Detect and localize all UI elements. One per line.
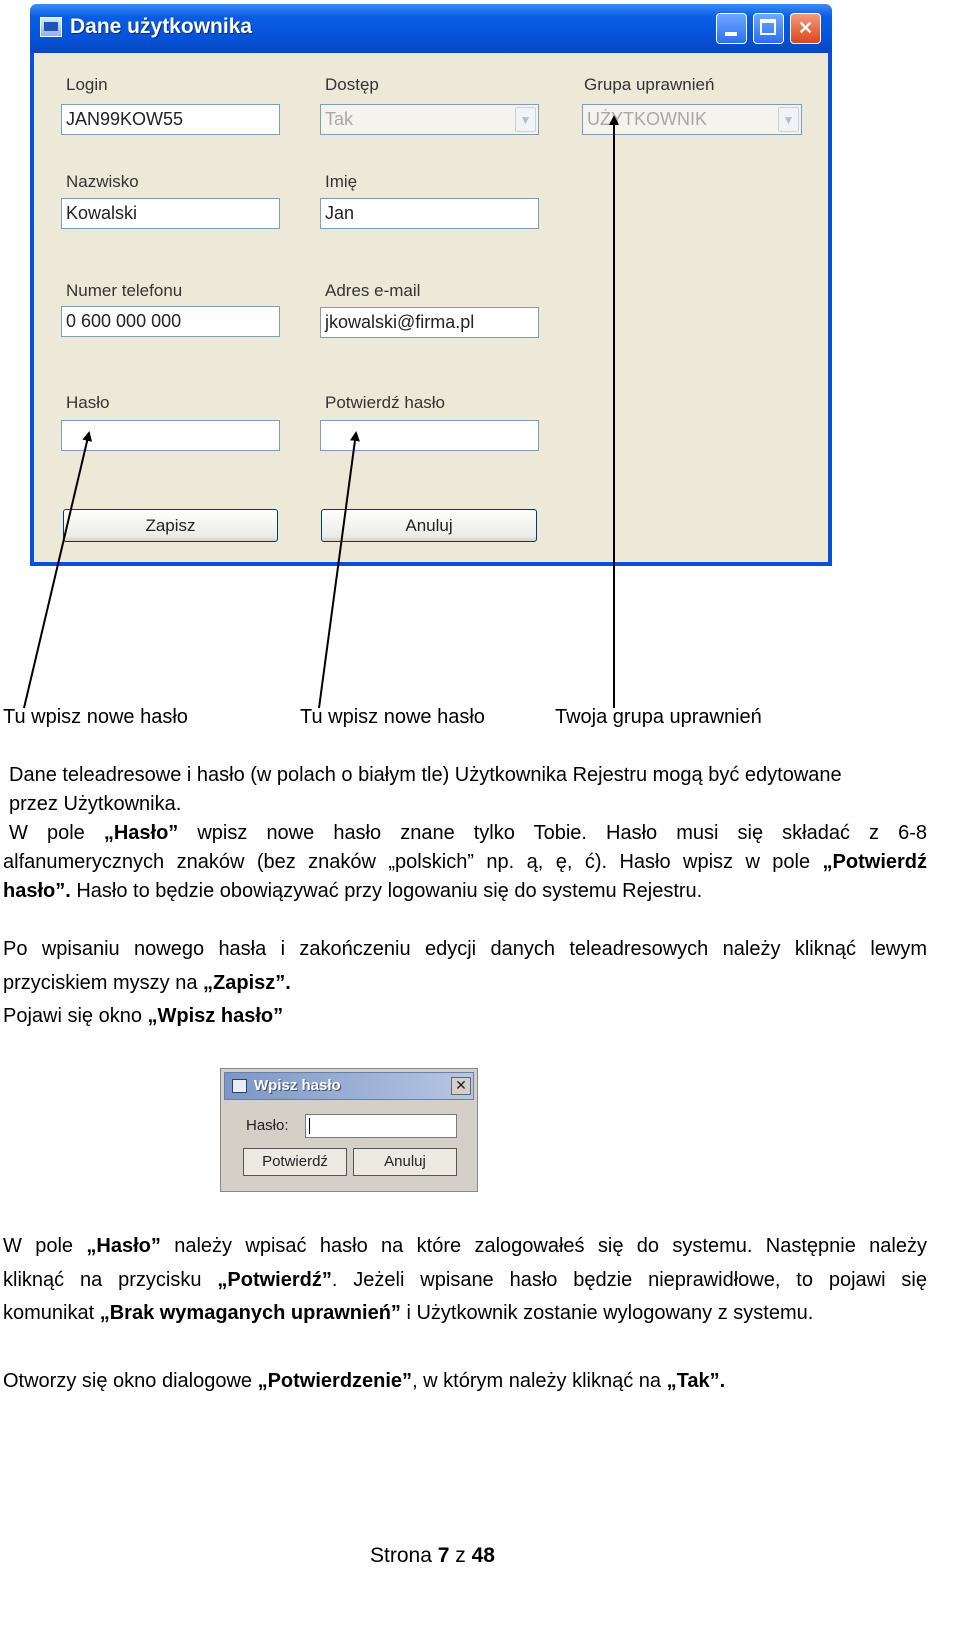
paragraph-2-line-3: hasło”. Hasło to będzie obowiązywać przy logowaniu się do systemu Rejestru. [3,880,703,902]
surname-label: Nazwisko [66,172,139,191]
paragraph-1-line-1: Dane teleadresowe i hasło (w polach o białym tle) Użytkownika Rejestru mogą być edytowane [9,764,842,786]
dialog-close-button[interactable]: ✕ [451,1077,471,1095]
confirm-password-label: Potwierdź hasło [325,393,446,412]
close-icon: ✕ [797,18,814,38]
arrow-confirm-password [319,433,356,708]
paragraph-2-line-1: W pole „Hasło” wpisz nowe hasło znane tylko Tobie. Hasło musi się składać z 6-8 [9,822,927,844]
paragraph-5-line-1: W pole „Hasło” należy wpisać hasło na które zalogowałeś się do systemu. Następnie należy [3,1235,927,1257]
group-label: Grupa uprawnień [584,75,715,94]
email-label: Adres e-mail [325,281,421,300]
first-name-field[interactable]: Jan [320,198,539,229]
paragraph-5-line-3: komunikat „Brak wymaganych uprawnień” i Użytkownik zostanie wylogowany z systemu. [3,1302,814,1324]
arrow-password [24,433,89,708]
caption-confirm: Tu wpisz nowe hasło [300,706,485,728]
paragraph-3-line-1: Po wpisaniu nowego hasła i zakończeniu edycji danych teleadresowych należy kliknąć lewym [3,938,927,960]
paragraph-6: Otworzy się okno dialogowe „Potwierdzenie”, w którym należy kliknąć na „Tak”. [3,1370,726,1392]
phone-field[interactable]: 0 600 000 000 [61,306,280,337]
phone-label: Numer telefonu [66,281,183,300]
dialog-cancel-button[interactable]: Anuluj [353,1148,457,1176]
surname-field[interactable]: Kowalski [61,198,280,229]
login-label: Login [66,75,108,94]
email-field[interactable]: jkowalski@firma.pl [320,307,539,338]
dialog-confirm-button[interactable]: Potwierdź [243,1148,347,1176]
password-label: Hasło [66,393,110,412]
login-field[interactable]: JAN99KOW55 [61,104,280,135]
dialog-title: Wpisz hasło [254,1077,341,1094]
dialog-app-icon [232,1079,247,1093]
save-button[interactable]: Zapisz [63,509,278,542]
window-title: Dane użytkownika [70,15,253,38]
dialog-titlebar [224,1072,474,1100]
group-select-value: UŻYTKOWNIK [587,109,707,129]
access-label: Dostęp [325,75,379,94]
text-caret [309,1118,310,1134]
first-name-label: Imię [325,172,358,191]
access-select-value: Tak [325,109,354,129]
paragraph-1-line-2: przez Użytkownika. [9,793,182,815]
paragraph-5-line-2: kliknąć na przycisku „Potwierdź”. Jeżeli wpisane hasło będzie nieprawidłowe, to pojawi się [3,1269,927,1291]
chevron-down-icon[interactable]: ▼ [515,107,536,132]
caption-password: Tu wpisz nowe hasło [3,706,188,728]
password-dialog [220,1068,478,1192]
page-footer: Strona 7 z 48 [370,1544,495,1567]
dialog-password-field[interactable] [305,1114,457,1138]
cancel-button[interactable]: Anuluj [321,509,537,542]
dialog-password-label: Hasło: [246,1117,289,1134]
caption-group: Twoja grupa uprawnień [555,706,762,728]
paragraph-4: Pojawi się okno „Wpisz hasło” [3,1005,284,1027]
paragraph-2-line-2: alfanumerycznych znaków (bez znaków „polskich” np. ą, ę, ć). Hasło wpisz w pole „Potwierdź [3,851,927,873]
chevron-down-icon[interactable]: ▼ [778,107,799,132]
paragraph-3-line-2: przyciskiem myszy na „Zapisz”. [3,972,291,994]
